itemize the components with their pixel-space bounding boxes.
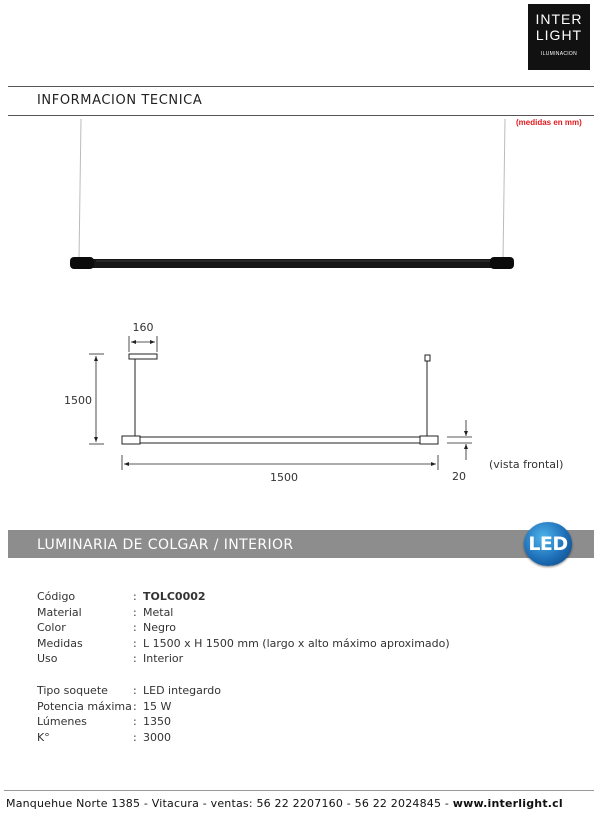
bar-outline xyxy=(122,437,438,443)
spec-value: Metal xyxy=(143,605,174,619)
footer-city: Vitacura xyxy=(151,797,200,810)
dim-top-arrow-left xyxy=(131,340,136,344)
lamp-endcap-right xyxy=(490,257,514,269)
footer-separator: - xyxy=(143,797,152,810)
dim-height-arrow-bottom xyxy=(94,437,98,442)
footer-address: Manquehue Norte 1385 xyxy=(6,797,141,810)
canopy-right xyxy=(425,355,430,361)
spec-label: K° xyxy=(37,730,50,744)
spec-label: Potencia máxima xyxy=(37,699,132,713)
endcap-right-outline xyxy=(420,436,438,444)
spec-value: Interior xyxy=(143,652,184,666)
logo-line-3: ILUMINACION xyxy=(540,51,578,57)
spec-colon: : xyxy=(133,605,137,619)
dim-top-label: 160 xyxy=(132,321,154,334)
footer-phone: 56 22 2024845 xyxy=(354,797,442,810)
footer-sales: ventas: 56 22 2207160 xyxy=(210,797,344,810)
dim-length-arrow-left xyxy=(124,462,129,466)
spec-colon: : xyxy=(133,652,137,666)
spec-value: Negro xyxy=(143,621,176,635)
spec-label: Código xyxy=(37,590,76,603)
spec-value: TOLC0002 xyxy=(143,590,206,603)
lamp-bar xyxy=(72,259,512,268)
spec-value: LED integardo xyxy=(143,684,221,697)
spec-label: Uso xyxy=(37,652,58,666)
suspension-cable-left xyxy=(79,119,81,260)
spec-colon: : xyxy=(133,684,137,697)
spec-label: Medidas xyxy=(37,636,83,650)
dim-height-arrow-top xyxy=(94,356,98,361)
section-title: INFORMACION TECNICA xyxy=(37,93,203,108)
suspension-cable-right xyxy=(503,119,505,260)
endcap-left-outline xyxy=(122,436,140,444)
footer-separator: - xyxy=(444,797,453,810)
canopy-left xyxy=(129,354,157,359)
footer-separator: - xyxy=(202,797,211,810)
dim-length-label: 1500 xyxy=(270,471,298,484)
spec-label: Tipo soquete xyxy=(37,684,108,697)
spec-value: 1350 xyxy=(143,715,171,729)
led-badge-icon: LED xyxy=(524,522,572,566)
dim-top-arrow-right xyxy=(150,340,155,344)
dim-thick-arrow-top xyxy=(464,431,468,436)
category-title: LUMINARIA DE COLGAR / INTERIOR xyxy=(37,537,294,553)
logo-line-2: LIGHT xyxy=(535,27,583,43)
lamp-endcap-left xyxy=(70,257,94,269)
spec-colon: : xyxy=(133,730,137,744)
spec-colon: : xyxy=(133,621,137,635)
spec-value: 3000 xyxy=(143,730,171,744)
dim-height-label: 1500 xyxy=(64,394,92,407)
footer xyxy=(6,797,563,810)
footer-rule xyxy=(4,790,594,791)
view-label: (vista frontal) xyxy=(489,458,564,471)
measure-note: (medidas en mm) xyxy=(516,118,582,127)
spec-colon: : xyxy=(133,590,137,603)
spec-value: L 1500 x H 1500 mm (largo x alto máximo aproximado) xyxy=(143,636,450,650)
spec-label: Material xyxy=(37,605,82,619)
spec-value: 15 W xyxy=(143,699,172,713)
spec-label: Color xyxy=(37,621,66,635)
footer-separator: - xyxy=(346,797,355,810)
spec-colon: : xyxy=(133,715,137,729)
logo-line-1: INTER xyxy=(535,11,583,27)
spec-label: Lúmenes xyxy=(37,715,87,729)
footer-website-link[interactable]: www.interlight.cl xyxy=(452,797,563,810)
dim-thick-arrow-bottom xyxy=(464,444,468,449)
product-photo xyxy=(70,119,514,269)
dim-length-arrow-right xyxy=(431,462,436,466)
spec-colon: : xyxy=(133,636,137,650)
spec-colon: : xyxy=(133,699,137,713)
front-view-outline xyxy=(122,354,438,444)
dim-thickness-label: 20 xyxy=(452,470,466,483)
